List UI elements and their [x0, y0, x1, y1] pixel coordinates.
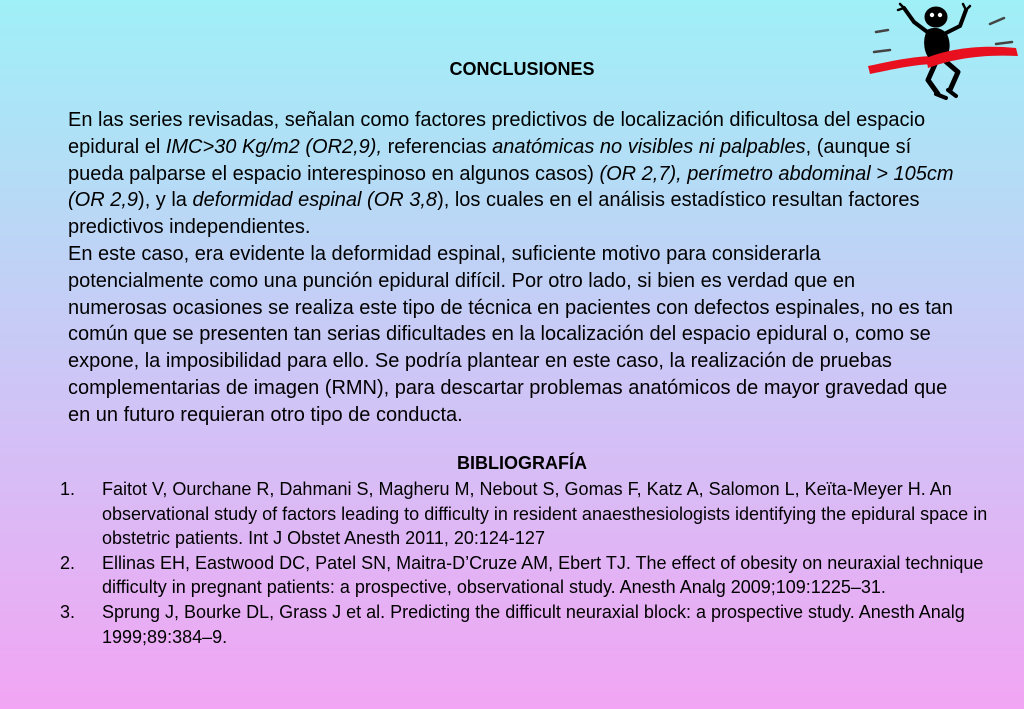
conclusions-p1-segment: anatómicas no visibles ni palpables	[492, 135, 806, 158]
conclusions-p1-segment: referencias	[382, 135, 493, 158]
conclusions-heading: CONCLUSIONES	[449, 59, 595, 79]
bibliography-item-number: 1.	[60, 479, 76, 499]
bibliography-item	[60, 551, 990, 600]
bibliography-list	[60, 477, 990, 649]
bibliography-item-text: Ellinas EH, Eastwood DC, Patel SN, Maitra-D’Cruze AM, Ebert TJ. The effect of obesity on neuraxial technique difficulty in pregnant patients: a prospective, observational study. Anesth Analg 2009;109:1225–31.	[102, 552, 984, 598]
conclusions-p1-segment: (OR 2,7), perímetro abdominal > 105cm (OR 2,9	[68, 162, 954, 212]
conclusions-p1-segment: , (aunque sí pueda palparse el espacio interespinoso en algunos casos)	[68, 135, 912, 185]
bibliography-item	[60, 477, 990, 551]
finish-line-runner-icon	[866, 0, 1022, 105]
bibliography-item	[60, 600, 990, 649]
conclusions-p1-segment: ), los cuales en el análisis estadístico resultan factores predictivos independientes.	[68, 189, 920, 239]
bibliography-item-text: Sprung J, Bourke DL, Grass J et al. Predicting the difficult neuraxial block: a prospective study. Anesth Analg 1999;89:384–9.	[102, 601, 965, 647]
conclusions-body	[68, 107, 958, 429]
bibliography-item-number: 3.	[60, 601, 76, 622]
conclusions-p1-segment: deformidad espinal (OR 3,8	[192, 189, 438, 212]
bibliography-item-text: Faitot V, Ourchane R, Dahmani S, Magheru M, Nebout S, Gomas F, Katz A, Salomon L, Keïta-Meyer H. An observational study of factors leading to difficulty in resident anaesthesiologists identifying the epidural space in obstetric patients. Int J Obstet Anesth 2011, 20:124-127	[102, 479, 988, 549]
conclusions-p1-segment: En las series revisadas, señalan como factores predictivos de localización dificultosa del espacio epidural el	[68, 109, 926, 158]
conclusions-paragraph-1	[68, 107, 958, 241]
conclusions-p1-segment: ), y la	[138, 189, 193, 212]
conclusions-paragraph-2: En este caso, era evidente la deformidad espinal, suficiente motivo para considerarla potencialmente como una punción epidural difícil. Por otro lado, si bien es verdad que en numerosas ocasiones se realiza este tipo de técnica en pacientes con defectos espinales, no es tan común que se presenten tan serias dificultades en la localización del espacio epidural o, como se expone, la imposibilidad para ello. Se podría plantear en este caso, la realización de pruebas complementarias de imagen (RMN), para descartar problemas anatómicos de mayor gravedad que en un futuro requieran otro tipo de conducta.	[68, 242, 953, 426]
bibliography-heading: BIBLIOGRAFÍA	[457, 453, 587, 473]
conclusions-p1-segment: IMC>30 Kg/m2 (OR2,9),	[165, 135, 383, 158]
bibliography-item-number: 2.	[60, 552, 76, 573]
